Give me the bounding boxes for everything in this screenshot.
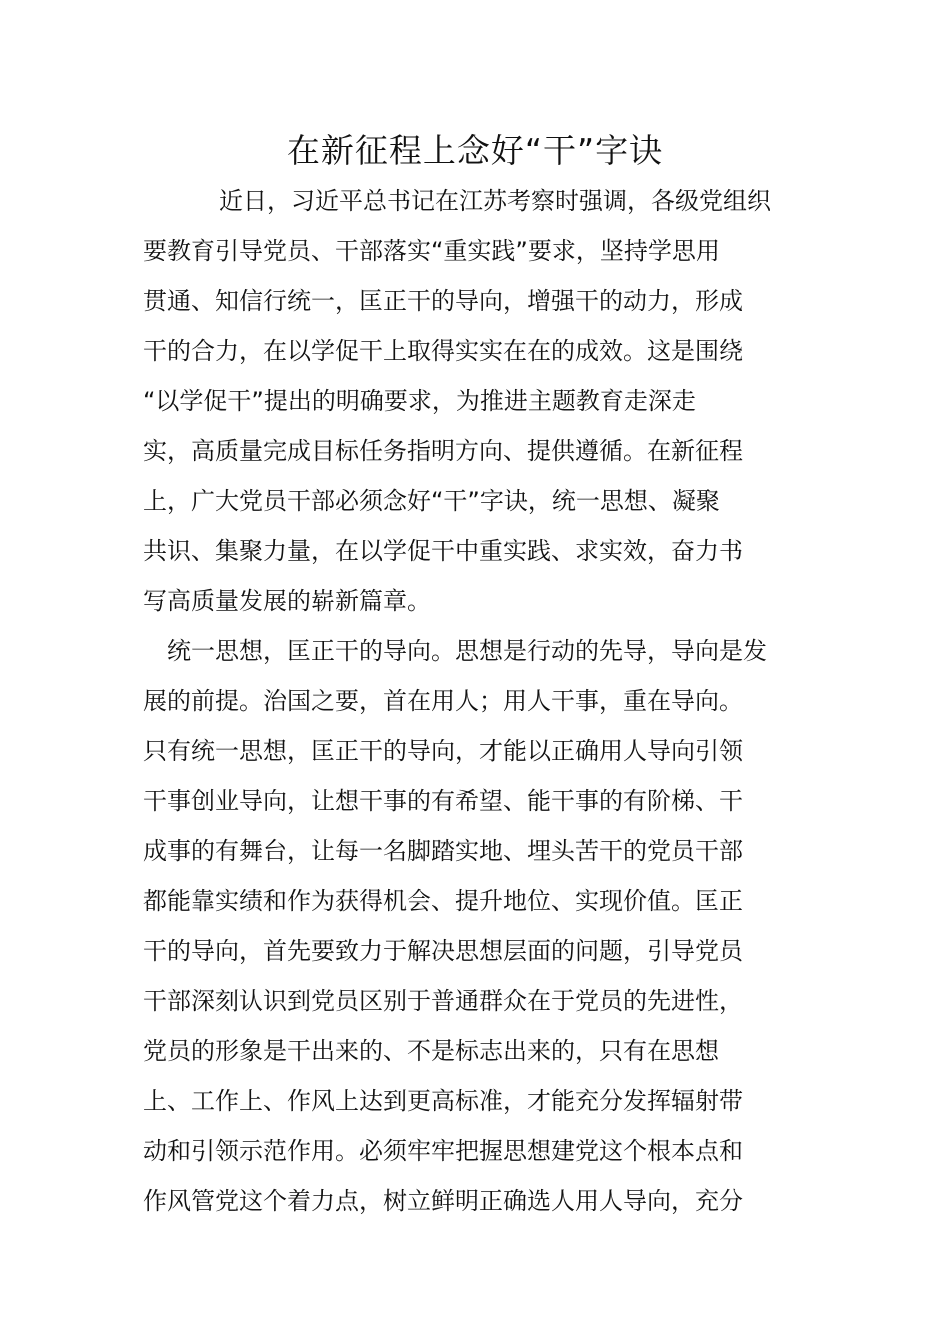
paragraph-line: 写高质量发展的崭新篇章。	[143, 587, 431, 615]
paragraph-line: 干事创业导向，让想干事的有希望、能干事的有阶梯、干	[143, 787, 743, 815]
paragraph-line: 干的导向，首先要致力于解决思想层面的问题，引导党员	[143, 937, 743, 965]
paragraph-line: 贯通、知信行统一，匡正干的导向，增强干的动力，形成	[143, 287, 743, 315]
document-title: 在新征程上念好“干”字诀	[286, 131, 664, 170]
paragraph-line: 只有统一思想，匡正干的导向，才能以正确用人导向引领	[143, 737, 743, 765]
paragraph-line: 干的合力，在以学促干上取得实实在在的成效。这是围绕	[143, 337, 743, 365]
paragraph-line: 上，广大党员干部必须念好“干”字诀，统一思想、凝聚	[143, 487, 720, 515]
paragraph-line: 展的前提。治国之要，首在用人；用人干事，重在导向。	[143, 687, 743, 715]
paragraph-line: 党员的形象是干出来的、不是标志出来的，只有在思想	[143, 1037, 719, 1065]
paragraph-line: 统一思想，匡正干的导向。思想是行动的先导，导向是发	[167, 637, 767, 665]
paragraph-line: 动和引领示范作用。必须牢牢把握思想建党这个根本点和	[143, 1137, 743, 1165]
paragraph-line: 干部深刻认识到党员区别于普通群众在于党员的先进性，	[143, 987, 743, 1015]
paragraph-line: 成事的有舞台，让每一名脚踏实地、埋头苦干的党员干部	[143, 837, 743, 865]
paragraph-line: 实，高质量完成目标任务指明方向、提供遵循。在新征程	[143, 437, 743, 465]
paragraph-line: “以学促干”提出的明确要求，为推进主题教育走深走	[143, 387, 696, 415]
paragraph-line: 上、工作上、作风上达到更高标准，才能充分发挥辐射带	[143, 1087, 743, 1115]
paragraph-line: 都能靠实绩和作为获得机会、提升地位、实现价值。匡正	[143, 887, 743, 915]
paragraph-line: 作风管党这个着力点，树立鲜明正确选人用人导向，充分	[143, 1187, 743, 1215]
paragraph-line: 近日，习近平总书记在江苏考察时强调，各级党组织	[219, 187, 771, 215]
paragraph-line: 共识、集聚力量，在以学促干中重实践、求实效，奋力书	[143, 537, 743, 565]
paragraph-line: 要教育引导党员、干部落实“重实践”要求，坚持学思用	[143, 237, 720, 265]
